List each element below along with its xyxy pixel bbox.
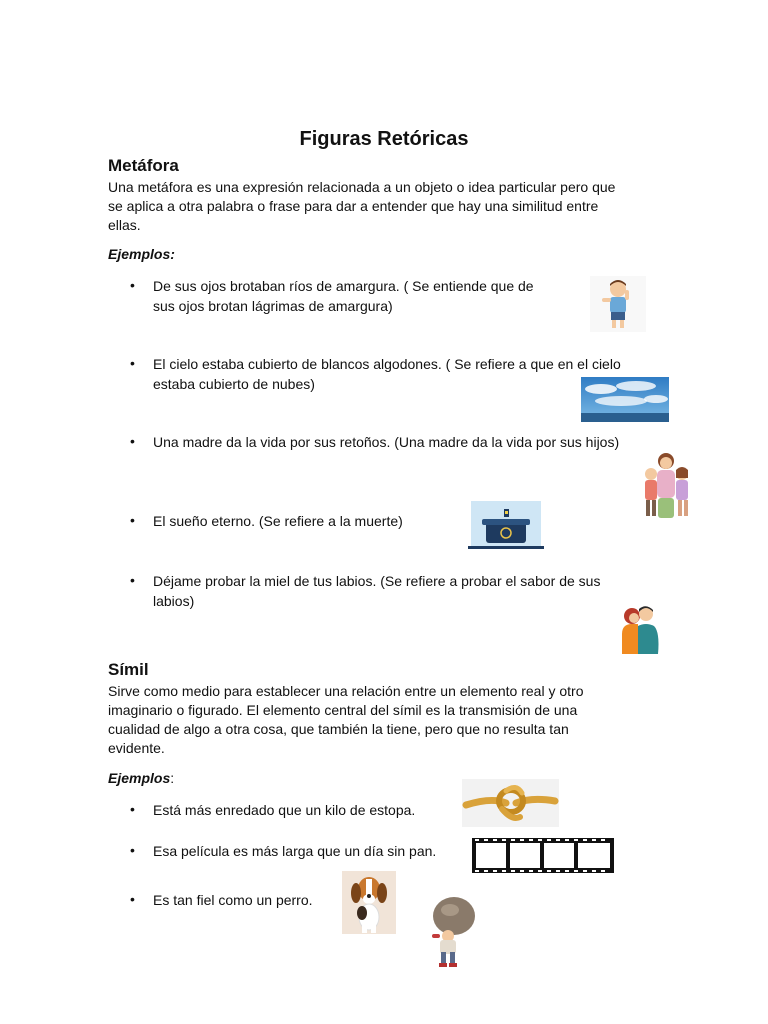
definition-line: cualidad de algo a otra cosa, que también la tiene, pero que no resulta tan [108, 721, 569, 737]
definition-line: ellas. [108, 217, 141, 233]
list-item [153, 571, 600, 611]
man-carrying-rock-icon [426, 894, 478, 968]
rope-knot-icon [462, 779, 559, 827]
kissing-couple-icon [618, 604, 660, 654]
list-item [153, 432, 619, 452]
bullet: • [130, 842, 135, 858]
list-item: Está más enredado que un kilo de estopa. [153, 802, 416, 818]
definition-line: se aplica a otra palabra o frase para dar a entender que hay una similitud entre [108, 198, 599, 214]
list-item-line: Una madre da la vida por sus retoños. (Una madre da la vida por sus hijos) [153, 434, 620, 450]
list-item-line: El sueño eterno. (Se refiere a la muerte) [153, 513, 403, 529]
crying-boy-icon [590, 276, 646, 332]
metafora-ejemplos-label: Ejemplos: [108, 246, 175, 262]
bullet: • [130, 433, 135, 449]
bullet: • [130, 277, 135, 293]
definition-line: evidente. [108, 740, 165, 756]
list-item-line: De sus ojos brotaban ríos de amargura. ( Se entiende que de [153, 278, 534, 294]
list-item-line: El cielo estaba cubierto de blancos algodones. ( Se refiere a que en el cielo [153, 356, 621, 372]
list-item: Esa película es más larga que un día sin pan. [153, 843, 437, 859]
list-item-line: labios) [153, 593, 195, 609]
page-title: Figuras Retóricas [299, 128, 469, 150]
bullet: • [130, 801, 135, 817]
coffin-icon [468, 501, 544, 551]
bullet: • [130, 891, 135, 907]
film-strip-icon [472, 838, 614, 873]
definition-line: imaginario o figurado. El elemento central del símil es la transmisión de una [108, 702, 578, 718]
metafora-heading: Metáfora [108, 156, 179, 175]
ejemplos-label-text: Ejemplos [108, 770, 171, 786]
list-item [153, 354, 621, 394]
simil-ejemplos-label [108, 770, 174, 786]
simil-definition [108, 682, 668, 758]
bullet: • [130, 355, 135, 371]
list-item-line: estaba cubierto de nubes) [153, 376, 315, 392]
cloudy-sky-icon [581, 377, 669, 422]
definition-line: Sirve como medio para establecer una relación entre un elemento real y otro [108, 683, 584, 699]
mother-with-children-icon [640, 452, 692, 524]
definition-line: Una metáfora es una expresión relacionada a un objeto o idea particular pero que [108, 179, 616, 195]
list-item [153, 276, 534, 316]
simil-heading: Símil [108, 660, 149, 679]
list-item-line: sus ojos brotan lágrimas de amargura) [153, 298, 393, 314]
list-item-line: Déjame probar la miel de tus labios. (Se refiere a probar el sabor de sus [153, 573, 601, 589]
list-item: Es tan fiel como un perro. [153, 892, 313, 908]
beagle-dog-icon [342, 871, 396, 934]
bullet: • [130, 572, 135, 588]
ejemplos-label-colon: : [170, 770, 175, 786]
metafora-definition [108, 178, 668, 235]
bullet: • [130, 512, 135, 528]
list-item [153, 511, 403, 531]
